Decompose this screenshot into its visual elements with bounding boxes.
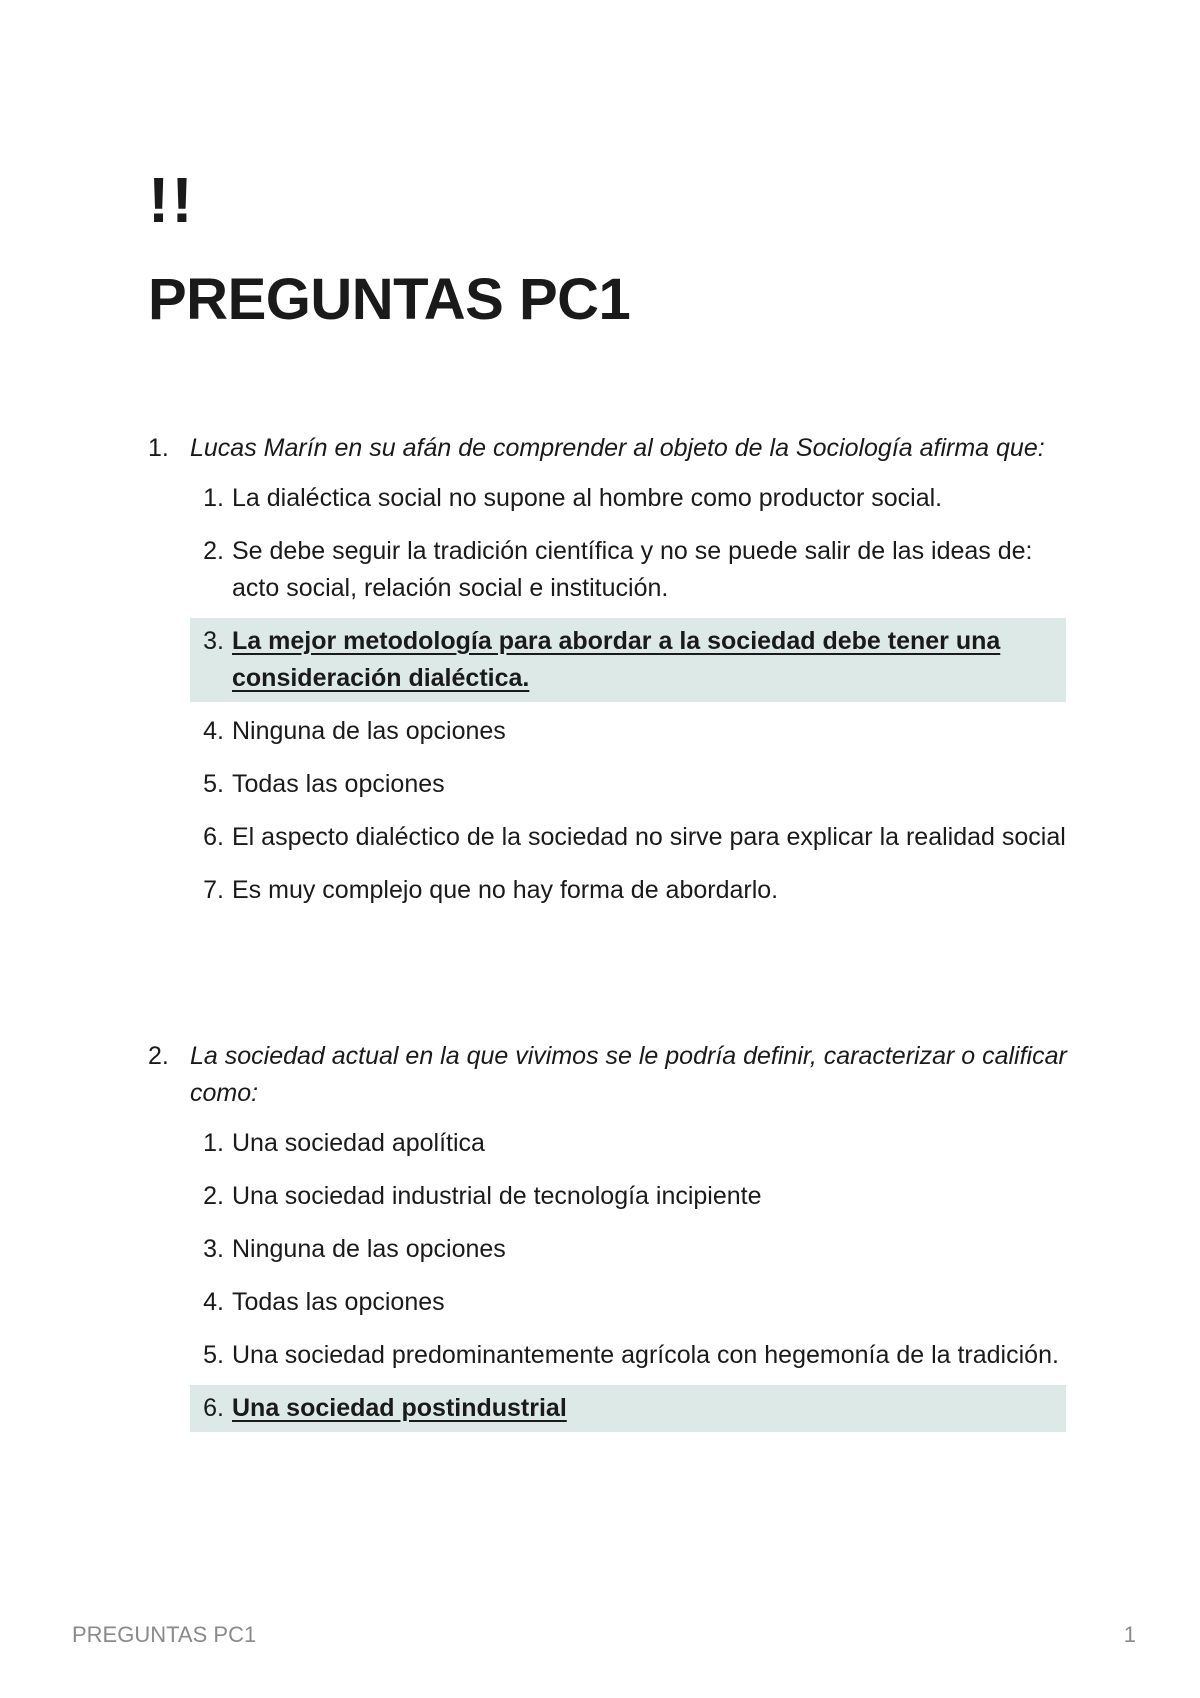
answer-option (190, 1226, 1066, 1273)
option-text: Una sociedad industrial de tecnología incipiente (232, 1182, 762, 1210)
option-text: El aspecto dialéctico de la sociedad no sirve para explicar la realidad social (232, 823, 1066, 851)
option-number: 4. (203, 717, 224, 745)
option-list (190, 475, 1066, 914)
answer-option (190, 1120, 1066, 1167)
option-number: 1. (203, 1129, 224, 1157)
option-list (190, 1120, 1066, 1432)
question-header (148, 1038, 1068, 1112)
option-text: Todas las opciones (232, 1288, 445, 1316)
answer-option (190, 867, 1066, 914)
option-number: 2. (203, 537, 224, 565)
option-number: 2. (203, 1182, 224, 1210)
option-text: Una sociedad postindustrial (232, 1394, 567, 1422)
option-number: 5. (203, 1341, 224, 1369)
page-number: 1 (1123, 1622, 1136, 1647)
option-number: 5. (203, 770, 224, 798)
answer-option-correct (190, 1385, 1066, 1432)
answer-option (190, 528, 1066, 612)
answer-option (190, 1173, 1066, 1220)
option-text: La dialéctica social no supone al hombre como productor social. (232, 484, 943, 512)
question-number: 2. (148, 1042, 169, 1070)
option-number: 3. (203, 627, 224, 655)
option-text: Se debe seguir la tradición científica y no se puede salir de las ideas de: acto social, relación social e institución. (232, 537, 1033, 602)
footer-title: PREGUNTAS PC1 (72, 1622, 257, 1647)
answer-option (190, 475, 1066, 522)
option-text: Ninguna de las opciones (232, 717, 506, 745)
question-number: 1. (148, 434, 169, 462)
title-icon: !! (148, 164, 195, 236)
question-text: La sociedad actual en la que vivimos se le podría definir, caracterizar o calificar como: (190, 1042, 1067, 1107)
answer-option (190, 708, 1066, 755)
option-text: Todas las opciones (232, 770, 445, 798)
answer-option (190, 814, 1066, 861)
option-number: 6. (203, 1394, 224, 1422)
option-text: Es muy complejo que no hay forma de abordarlo. (232, 876, 779, 904)
answer-option (190, 1279, 1066, 1326)
question-text: Lucas Marín en su afán de comprender al objeto de la Sociología afirma que: (190, 434, 1045, 462)
option-text: Ninguna de las opciones (232, 1235, 506, 1263)
option-number: 1. (203, 484, 224, 512)
question-2 (148, 1038, 1068, 1438)
option-text: Una sociedad predominantemente agrícola con hegemonía de la tradición. (232, 1341, 1059, 1369)
option-number: 3. (203, 1235, 224, 1263)
answer-option-correct (190, 618, 1066, 702)
page-title: PREGUNTAS PC1 (148, 267, 631, 332)
answer-option (190, 1332, 1066, 1379)
question-1 (148, 430, 1068, 920)
option-number: 4. (203, 1288, 224, 1316)
question-header (148, 430, 1068, 467)
option-number: 7. (203, 876, 224, 904)
option-text: Una sociedad apolítica (232, 1129, 485, 1157)
option-number: 6. (203, 823, 224, 851)
option-text: La mejor metodología para abordar a la sociedad debe tener una consideración dialéctica. (232, 627, 1001, 692)
answer-option (190, 761, 1066, 808)
